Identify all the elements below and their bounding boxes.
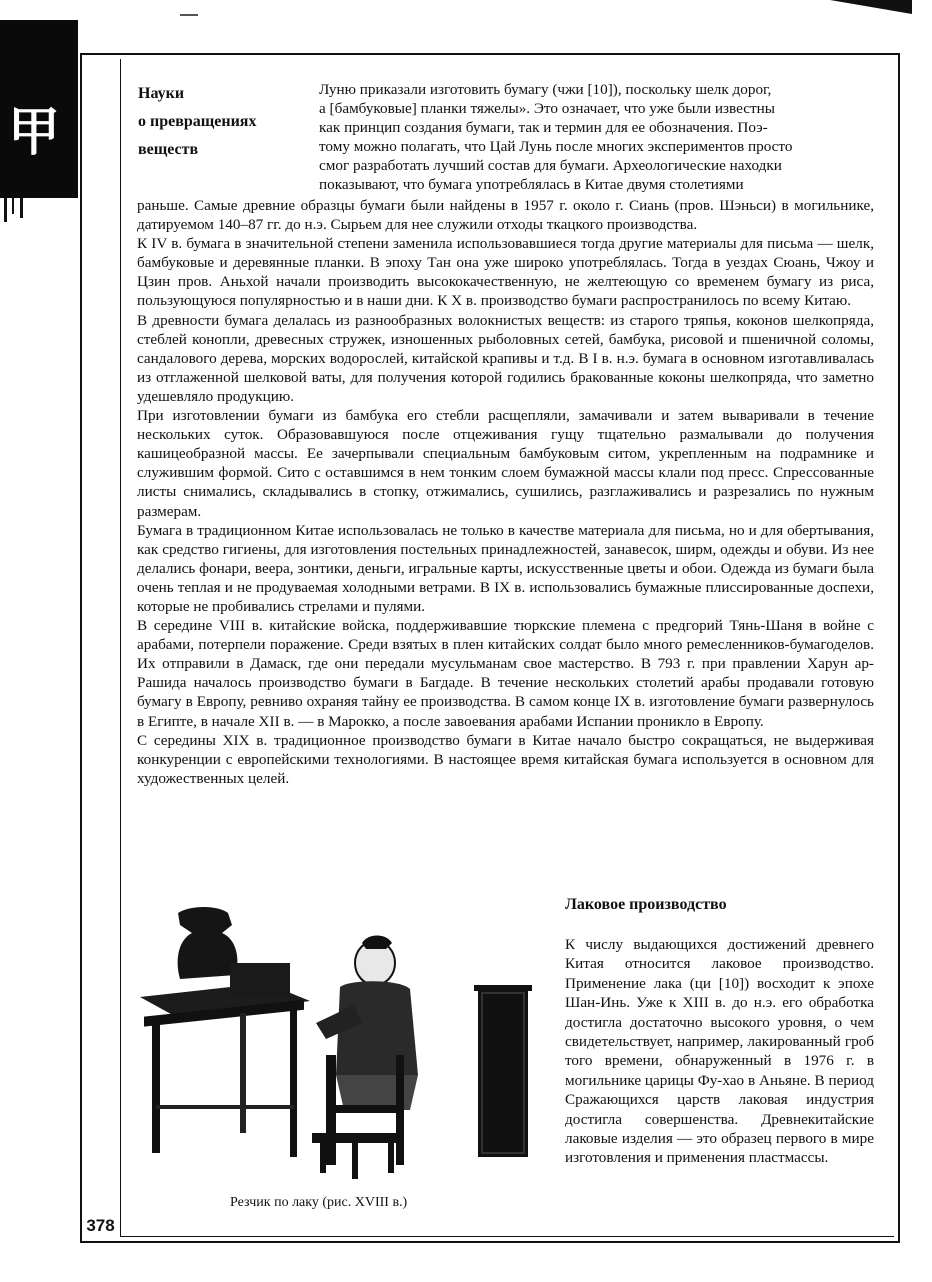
paragraph: Бумага в традиционном Китае использовалась не только в качестве материала для письма, но и для обертывания, как средство гигиены, для изготовления постельных принадлежностей, занавесок, ширм, одежды и обуви. Из нее делались фонари, веера, зонтики, деньги, игральные карты, искусственные цветы и обои. Одежда из бумаги была очень теплая и не продуваемая холодными ветрами. В IX в. использовались бумажные плиссированные доспехи, которые не пробивались стрелами и пулями. <box>137 521 874 615</box>
lacquer-carver-illustration <box>140 905 552 1185</box>
paragraph: С середины XIX в. традиционное производство бумаги в Китае начало быстро сокращаться, не выдерживая конкуренции с европейскими технологиями. В настоящее время китайская бумага используется в основном для художественных целей. <box>137 731 874 787</box>
figure-caption: Резчик по лаку (рис. XVIII в.) <box>230 1195 408 1210</box>
paragraph: В древности бумага делалась из разнообразных волокнистых веществ: из старого тряпья, коконов шелкопряда, стеблей конопли, древесных стружек, изношенных рыболовных сетей, бамбука, рисовой и пшеничной соломы, сандалового дерева, морских водорослей, китайской крапивы и т.д. В I в. н.э. бумага в основном изготавливалась из отглаженной шелковой ваты, для получения которой годились бракованные коконы шелкопряда, что заметно удешевляло продукцию. <box>137 311 874 405</box>
intro-line: тому можно полагать, что Цай Лунь после многих экспериментов просто <box>319 138 793 156</box>
page-number: 378 <box>86 1216 115 1235</box>
intro-line: как принцип создания бумаги, так и термин для ее обозначения. Поэ- <box>319 119 768 137</box>
main-text <box>137 196 874 788</box>
lacquer-text: К числу выдающихся достижений древнего Китая относится лаковое производство. Применение лака (ци [10]) восходит к эпохе Шан-Инь. Уже к XIII в. до н.э. его обработка достигла достаточно высокого уровня, о чем свидетельствует, например, лакированный гроб того времени, обнаруженный в 1976 г. в могильнике царицы Фу-хао в Аньяне. В период Сражающихся царств лаковая индустрия достигла совершенства. Древнекитайские лаковые изделия — это образец первого в мире изготовления и применения пластмассы. <box>565 936 874 1167</box>
section-heading-line: о превращениях <box>138 113 257 130</box>
section-heading <box>138 80 308 164</box>
page-frame-bottom <box>80 1241 900 1243</box>
intro-line: Луню приказали изготовить бумагу (чжи [10]), поскольку шелк дорог, <box>319 81 772 98</box>
section-heading-line: Науки <box>138 85 185 102</box>
section-heading-line: веществ <box>138 141 199 158</box>
intro-line: показывают, что бумага употреблялась в Китае двумя столетиями <box>319 176 744 194</box>
paragraph: При изготовлении бумаги из бамбука его стебли расщепляли, замачивали и затем вываривали в течение нескольких суток. Образовавшуюся после отцеживания гущу тщательно размалывали до получения кашицеобразной массы. Ее зачерпывали специальным бамбуковым ситом, укрепленным на подрамнике и служившим формой. Сито с оставшимся в нем тонким слоем бумажной массы клали под пресс. Спрессованные листы снимались, складывались в стопку, отжимались, сушились, разглаживались и разрезались по нужным размерам. <box>137 407 874 520</box>
paragraph: раньше. Самые древние образцы бумаги были найдены в 1957 г. около г. Сиань (пров. Шэньси) в могильнике, датируемом 140–87 гг. до н.э. Сырьем для нее служили отходы ткацкого производства. <box>137 197 874 234</box>
intro-text <box>319 80 874 195</box>
chapter-glyph: 甲 <box>8 102 61 163</box>
paragraph: К IV в. бумага в значительной степени заменила использовавшиеся тогда другие материалы для письма — шелк, бамбуковые и деревянные планки. В эпоху Тан она уже широко употреблялась. Тогда в уездах Сюань, Чжоу и Цзин пров. Аньхой начали производить высококачественную, не желтеющую со временем бумагу из риса, пользующуюся популярностью и в наши дни. К X в. производство бумаги распространилось по всему Китаю. <box>137 235 874 310</box>
intro-line: а [бамбуковые] планки тяжелы». Это означает, что уже были известны <box>319 100 775 118</box>
side-tab <box>0 20 78 198</box>
top-dash <box>180 14 198 16</box>
corner-wedge <box>830 0 912 14</box>
intro-line: смог разработать лучший состав для бумаги. Археологические находки <box>319 157 782 175</box>
paragraph: В середине VIII в. китайские войска, поддерживавшие тюркские племена с предгорий Тянь-Шаня в войне с арабами, потерпели поражение. Среди взятых в плен китайских солдат было много ремесленников-бумагоделов. Их отправили в Дамаск, где они передали мусульманам свое мастерство. В 793 г. при правлении Харун ар-Рашида началось производство бумаги в Багдаде. В течение нескольких столетий арабы продавали готовую бумагу в Европу, ревниво охраняя тайну ее производства. В самом конце IX в. изготовление бумаги развернулось в Египте, в начале XII в. — в Марокко, а после завоевания арабами Испании проникло в Европу. <box>137 617 874 730</box>
lacquer-heading: Лаковое производство <box>565 896 727 913</box>
side-ticks <box>0 198 78 222</box>
